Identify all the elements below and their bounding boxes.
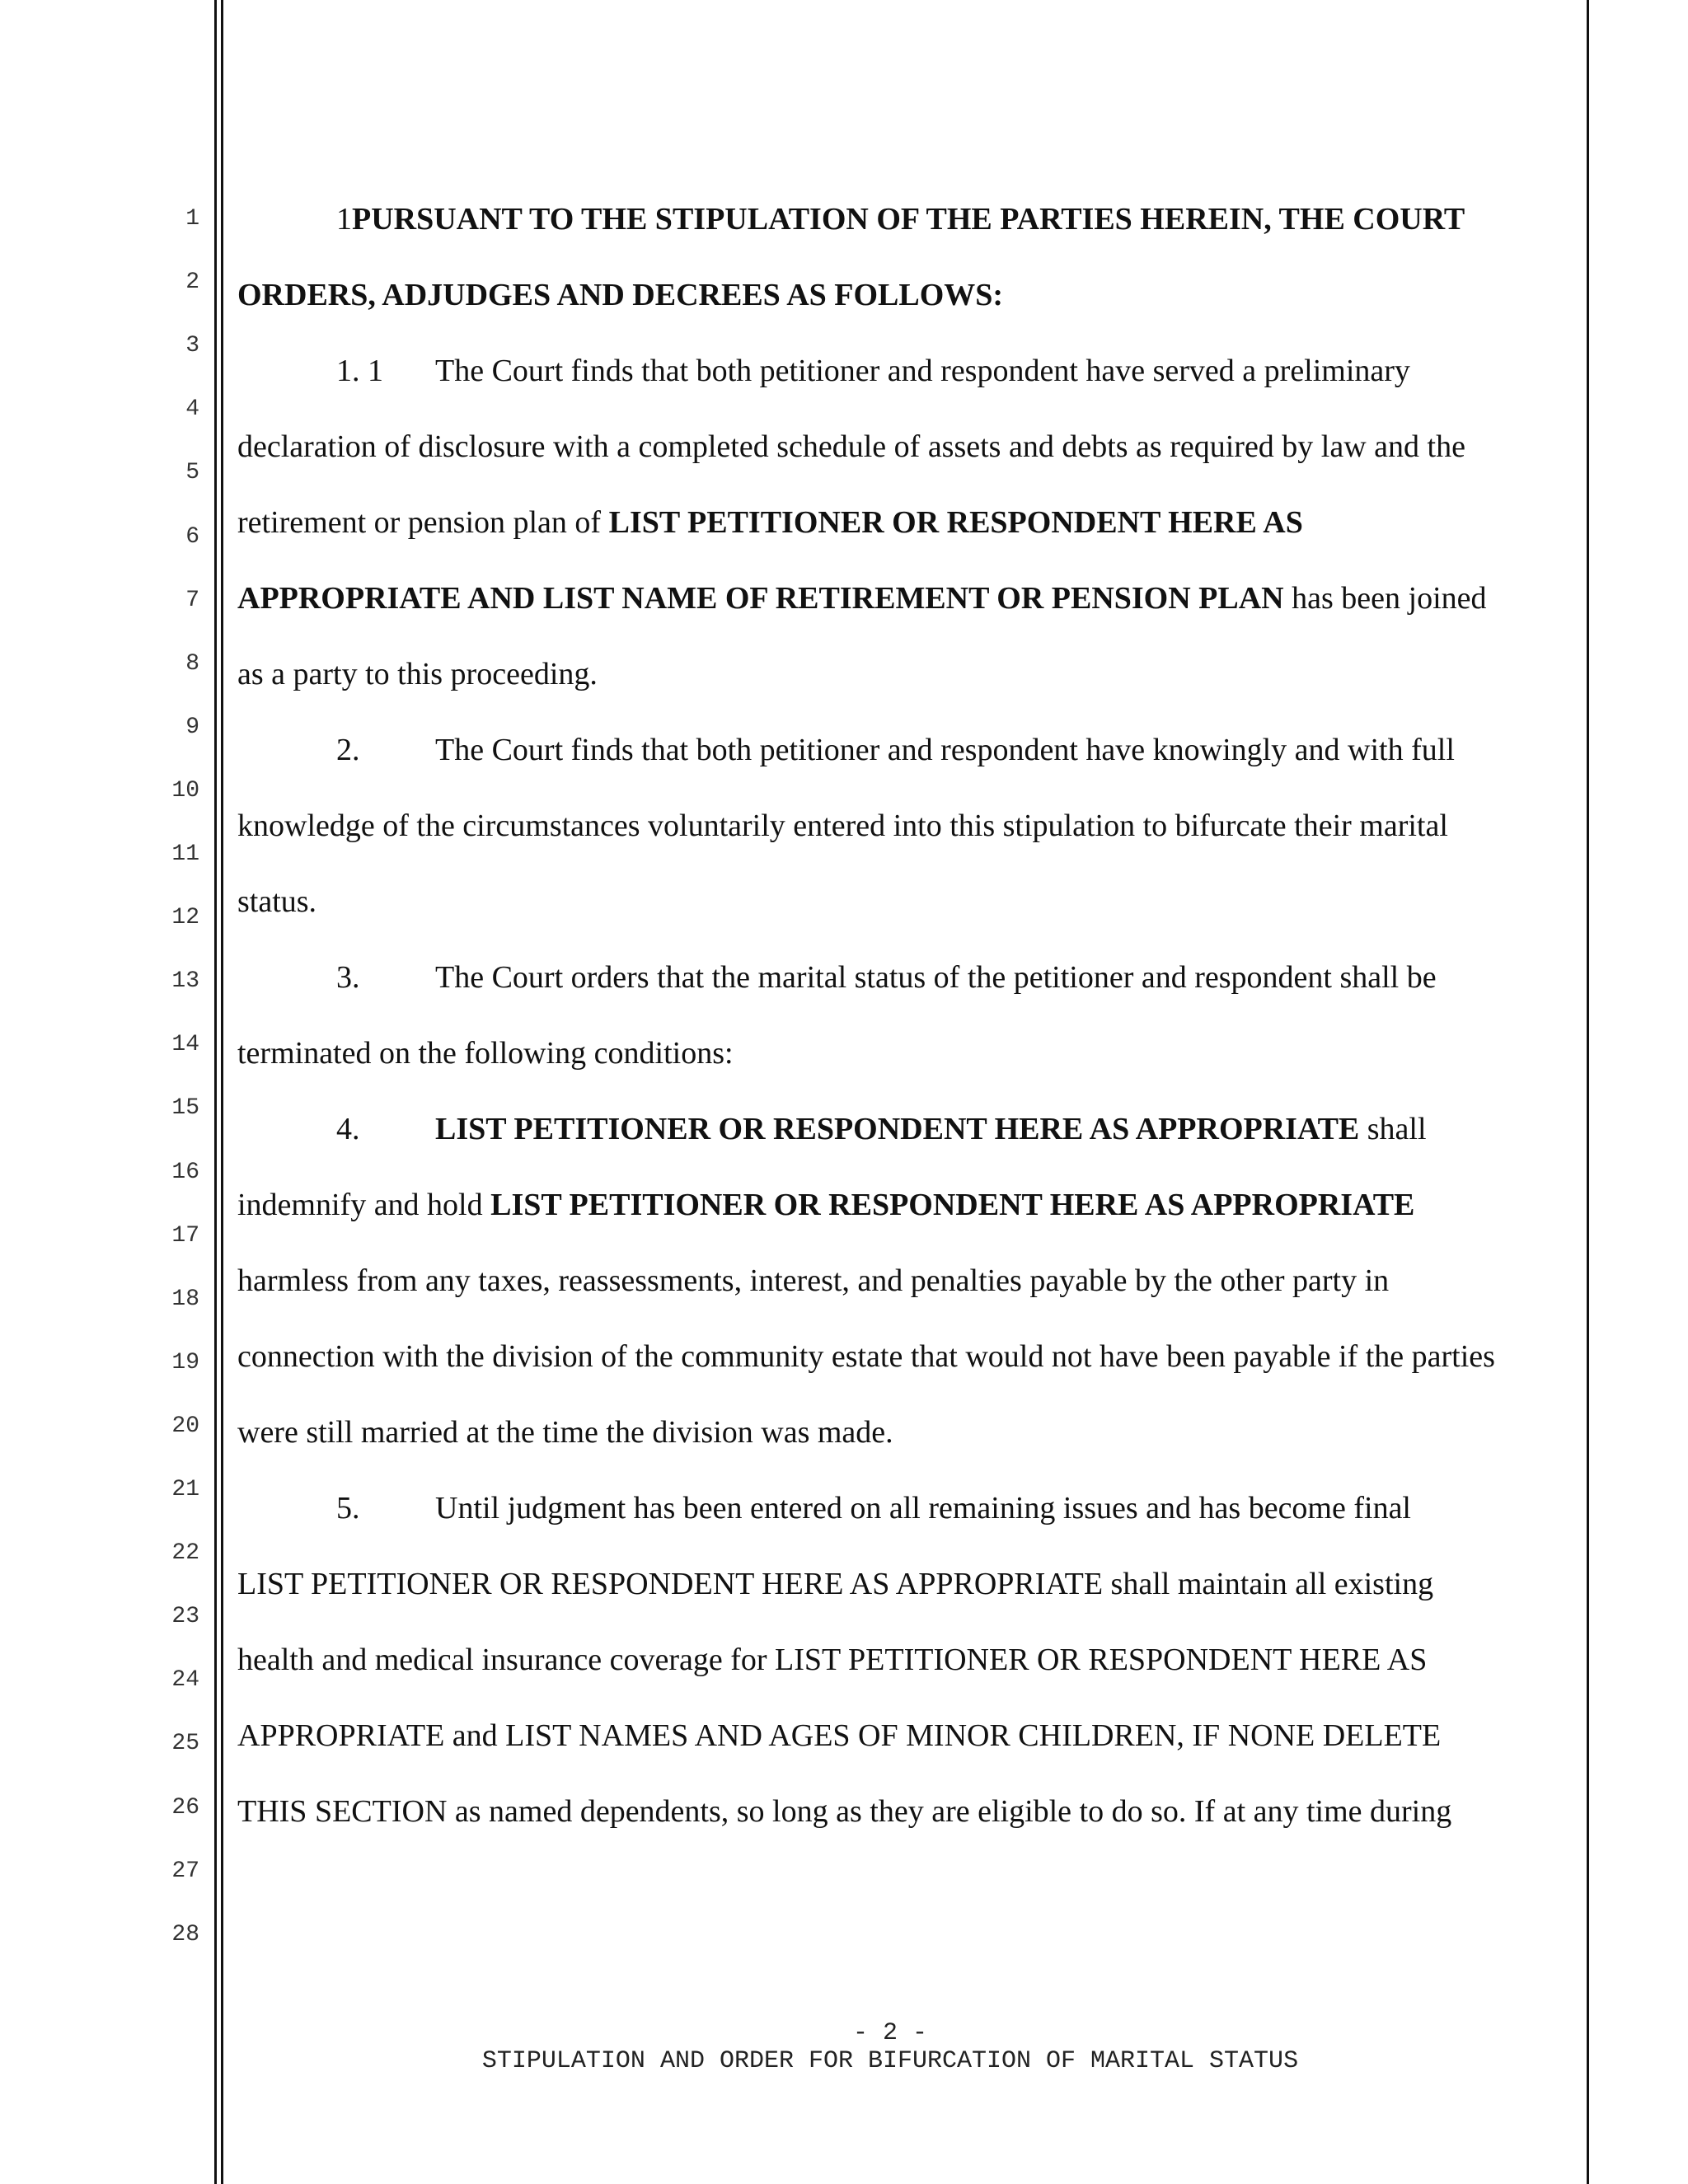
paragraph-number: 2. xyxy=(336,733,360,767)
text-segment: 1 xyxy=(336,202,352,237)
line-number: 28 xyxy=(171,1921,199,1947)
text-segment: health and medical insurance coverage for LIST PETITIONER OR RESPONDENT HERE AS xyxy=(237,1643,1428,1677)
text-segment: harmless from any taxes, reassessments, interest, and penalties payable by the other party in xyxy=(237,1263,1390,1298)
bold-text: PURSUANT TO THE STIPULATION OF THE PARTIES HEREIN, THE COURT xyxy=(352,202,1465,237)
line-number: 24 xyxy=(171,1667,199,1694)
text-segment: Until judgment has been entered on all remaining issues and has become final xyxy=(435,1491,1411,1526)
text-segment: declaration of disclosure with a completed schedule of assets and debts as required by law and the xyxy=(237,429,1465,464)
text-segment: connection with the division of the community estate that would not have been payable if the parties xyxy=(237,1339,1495,1374)
line-number: 9 xyxy=(185,714,199,740)
line-number: 11 xyxy=(171,841,199,867)
page-number: - 2 - xyxy=(852,2019,927,2047)
text-line xyxy=(336,733,1455,766)
line-number: 14 xyxy=(171,1032,199,1058)
line-number: 4 xyxy=(185,396,199,423)
text-segment: LIST PETITIONER OR RESPONDENT HERE AS APPROPRIATE shall maintain all existing xyxy=(237,1567,1434,1601)
line-number: 6 xyxy=(185,523,199,550)
bold-text: APPROPRIATE AND LIST NAME OF RETIREMENT OR PENSION PLAN xyxy=(237,581,1284,616)
text-line xyxy=(237,809,1448,842)
text-line xyxy=(237,1340,1495,1373)
line-number: 19 xyxy=(171,1349,199,1376)
line-number: 26 xyxy=(171,1794,199,1821)
line-number: 8 xyxy=(185,650,199,677)
text-line xyxy=(237,658,598,691)
text-line xyxy=(237,1795,1451,1828)
text-segment: APPROPRIATE and LIST NAMES AND AGES OF MINOR CHILDREN, IF NONE DELETE xyxy=(237,1718,1442,1753)
line-number: 17 xyxy=(171,1222,199,1249)
page-footer xyxy=(206,2019,1574,2075)
text-line xyxy=(336,203,1465,236)
text-segment: indemnify and hold xyxy=(237,1188,491,1222)
paragraph-number: 5. xyxy=(336,1491,360,1526)
line-number: 25 xyxy=(171,1731,199,1757)
line-number: 1 xyxy=(185,206,199,232)
text-line xyxy=(336,961,1437,994)
line-number: 15 xyxy=(171,1095,199,1122)
text-segment: has been joined xyxy=(1283,581,1487,616)
left-margin-rule-outer xyxy=(214,0,217,2184)
text-segment: retirement or pension plan of xyxy=(237,505,609,540)
text-line xyxy=(237,430,1465,463)
line-number: 10 xyxy=(171,777,199,804)
text-segment: status. xyxy=(237,884,317,919)
line-number: 13 xyxy=(171,968,199,995)
line-number: 20 xyxy=(171,1413,199,1439)
text-segment: as a party to this proceeding. xyxy=(237,657,598,691)
text-line xyxy=(336,354,1410,387)
paragraph-number: 3. xyxy=(336,960,360,995)
bold-text: LIST PETITIONER OR RESPONDENT HERE AS xyxy=(608,505,1303,540)
paragraph-number: 4. xyxy=(336,1112,360,1146)
text-line xyxy=(237,279,1003,312)
document-body xyxy=(237,0,1581,1896)
line-number: 5 xyxy=(185,460,199,486)
text-line xyxy=(237,1416,893,1449)
text-line xyxy=(237,1037,734,1070)
line-number: 16 xyxy=(171,1159,199,1185)
line-number: 3 xyxy=(185,333,199,359)
text-segment: terminated on the following conditions: xyxy=(237,1036,734,1071)
text-segment: The Court finds that both petitioner and respondent have knowingly and with full xyxy=(435,733,1455,767)
text-line xyxy=(237,1568,1433,1601)
line-number: 7 xyxy=(185,587,199,613)
right-margin-rule xyxy=(1587,0,1589,2184)
text-segment: The Court orders that the marital status of the petitioner and respondent shall be xyxy=(435,960,1437,995)
text-line xyxy=(237,1264,1389,1297)
paragraph-number: 1. 1 xyxy=(336,354,383,388)
line-number: 18 xyxy=(171,1286,199,1312)
text-segment: The Court finds that both petitioner and respondent have served a preliminary xyxy=(435,354,1410,388)
line-number: 23 xyxy=(171,1604,199,1630)
line-number: 2 xyxy=(185,269,199,296)
line-number: 22 xyxy=(171,1540,199,1567)
line-number: 27 xyxy=(171,1858,199,1884)
text-line xyxy=(237,885,316,918)
line-number: 21 xyxy=(171,1477,199,1502)
text-line xyxy=(237,506,1303,539)
bold-text: LIST PETITIONER OR RESPONDENT HERE AS APPROPRIATE xyxy=(435,1112,1360,1146)
bold-text: LIST PETITIONER OR RESPONDENT HERE AS APPROPRIATE xyxy=(490,1188,1415,1222)
text-line xyxy=(237,582,1487,615)
line-number: 12 xyxy=(171,905,199,931)
text-line xyxy=(237,1188,1414,1221)
text-line xyxy=(336,1492,1411,1525)
text-line xyxy=(237,1719,1441,1752)
text-line xyxy=(237,1643,1427,1676)
text-segment: knowledge of the circumstances voluntarily entered into this stipulation to bifurcate their marital xyxy=(237,808,1448,843)
text-segment: were still married at the time the division was made. xyxy=(237,1415,893,1450)
left-margin-rule-inner xyxy=(221,0,223,2184)
line-number-column xyxy=(0,0,206,2184)
document-title-footer: STIPULATION AND ORDER FOR BIFURCATION OF MARITAL STATUS xyxy=(481,2047,1299,2075)
text-line xyxy=(336,1113,1427,1146)
bold-text: ORDERS, ADJUDGES AND DECREES AS FOLLOWS: xyxy=(237,278,1004,312)
text-segment: shall xyxy=(1359,1112,1427,1146)
text-segment: THIS SECTION as named dependents, so long as they are eligible to do so. If at any time during xyxy=(237,1794,1452,1829)
